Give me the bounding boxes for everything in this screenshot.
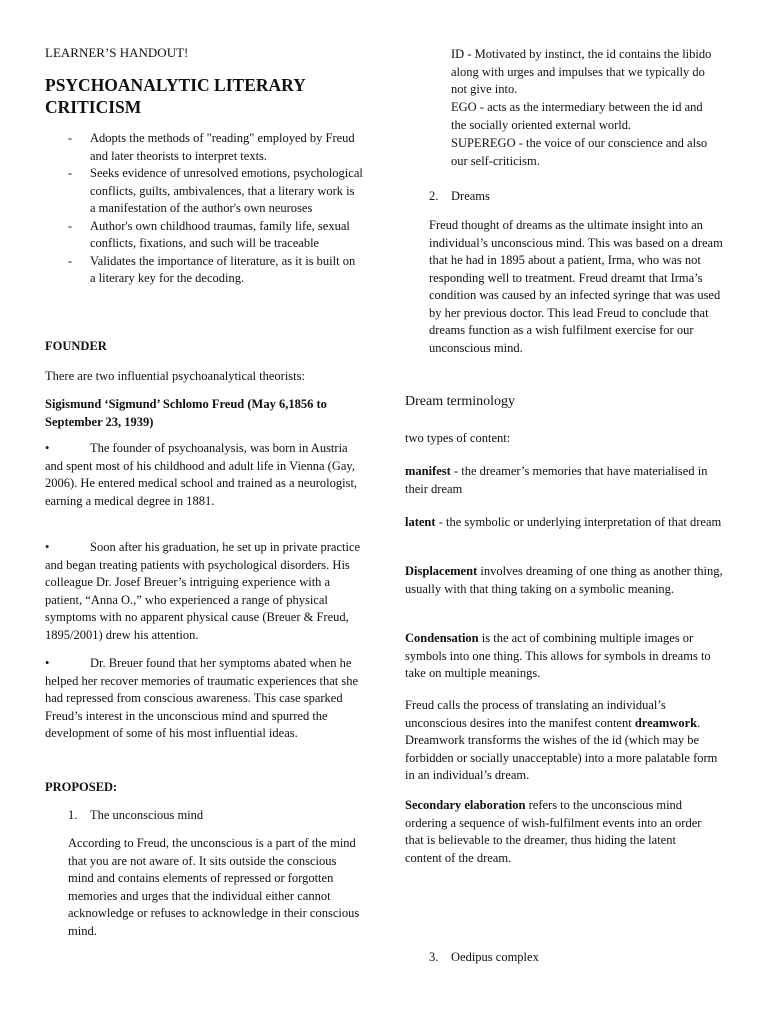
term: Displacement [405,564,478,578]
content-types: two types of content: [405,431,511,445]
secondary-elaboration-def [405,797,715,867]
condensation-def [405,630,715,683]
bullet-text: Dr. Breuer found that her symptoms abated when he helped her recover memories of traumatic experiences that she had repressed from conscious awareness. This case sparked Freud’s interest in the unconscious mind and spurred the development of some of his most influential ideas. [45,656,359,740]
list-item: - Author's own childhood traumas, family life, sexual conflicts, fixations, and such will be traceable [68,218,363,253]
term: Condensation [405,631,479,645]
term: dreamwork [634,715,698,730]
dream-terminology-heading: Dream terminology [405,394,516,409]
dreams-text: Freud thought of dreams as the ultimate insight into an individual’s unconscious mind. This was based on a dream that he had in 1895 about a patient, Irma, who was not responding well to treatment. Freud dreamt that Irma’s condition was caused by an infected syringe that was used by her previous doctor. This lead Freud to conclude that dreams function as a wish fulfilment exercise for our unconscious mind. [429,218,723,355]
definition: . Dreamwork transforms the wishes of the id (which may be forbidden or socially unacceptable) into a more palatable form in an individual’s dream. [405,715,718,782]
list-item: - Adopts the methods of "reading" employed by Freud and later theorists to interpret texts. [68,130,363,165]
definition: refers to the unconscious mind ordering a sequence of wish-fulfilment events into an order that is believable to the dreamer, thus hiding the latent content of the dream. [405,798,702,865]
definition: is the act of combining multiple images or symbols into one thing. This allows for symbols in dreams to take on multiple meanings. [405,631,711,680]
intro-list [68,130,363,288]
definition: involves dreaming of one thing as another thing, usually with that thing taking on a symbolic meaning. [405,564,723,596]
unconscious-text: According to Freud, the unconscious is a part of the mind that you are not aware of. It sits outside the conscious mind and contains elements of repressed or forgotten memories and urges that the individual either cannot acknowledge or refuses to acknowledge in their conscious mind. [68,836,360,938]
founder-bullet [45,655,363,743]
definition: Freud calls the process of translating an individual’s unconscious desires into the manifest content [405,698,666,730]
bullet-text: The founder of psychoanalysis, was born in Austria and spent most of his childhood and adult life in Vienna (Gay, 2006). He entered medical school and trained as a neurologist, earning a medical degree in 1881. [45,441,358,508]
list-item: - Validates the importance of literature, as it is built on a literary key for the decoding. [68,253,363,288]
term: manifest [405,464,451,478]
definition: - the dreamer’s memories that have materialised in their dream [405,464,708,496]
numbered-item [68,807,203,825]
latent-def [405,514,723,532]
item-number: 3. [429,950,439,964]
item-number: 1. [68,808,78,822]
ego-text: EGO - acts as the intermediary between the id and the socially oriented external world. [451,100,703,132]
proposed-heading: PROPOSED: [45,780,118,794]
item-title: Dreams [451,189,490,203]
bullet-glyph: • [45,540,50,554]
term: latent [405,515,436,529]
item-number: 2. [429,189,439,203]
founder-intro: There are two influential psychoanalytical theorists: [45,369,305,383]
bullet-glyph: • [45,656,50,670]
id-text: ID - Motivated by instinct, the id contains the libido along with urges and impulses that we typically do not give into. [451,47,712,96]
list-item: - Seeks evidence of unresolved emotions, psychological conflicts, guilts, ambivalences, that a literary work is a manifestation of the author's own neuroses [68,165,363,218]
item-title: Oedipus complex [451,950,539,964]
numbered-item [429,949,539,967]
bullet-text: Soon after his graduation, he set up in private practice and began treating patients with psychological disorders. His colleague Dr. Josef Breuer’s intriguing experience with a patient, “Anna O.,” who experienced a range of physical symptoms with no apparent physical cause (Breuer & Freud, 1895/2001) drew his attention. [45,540,361,642]
founder-heading: FOUNDER [45,339,107,353]
dreamwork-def [405,697,723,785]
numbered-item [429,188,490,206]
superego-text: SUPEREGO - the voice of our conscience and also our self-criticism. [451,136,708,168]
founder-bullet [45,440,363,510]
displacement-def [405,563,723,598]
page-title: PSYCHOANALYTIC LITERARY CRITICISM [45,75,306,117]
definition: - the symbolic or underlying interpretation of that dream [435,515,722,529]
founder-bullet [45,539,363,644]
bullet-glyph: • [45,441,50,455]
handout-label: LEARNER’S HANDOUT! [45,45,189,60]
term: Secondary elaboration [405,798,526,812]
manifest-def [405,463,715,498]
item-title: The unconscious mind [90,808,204,822]
founder-name: Sigismund ‘Sigmund’ Schlomo Freud (May 6,1856 to September 23, 1939) [45,397,327,429]
